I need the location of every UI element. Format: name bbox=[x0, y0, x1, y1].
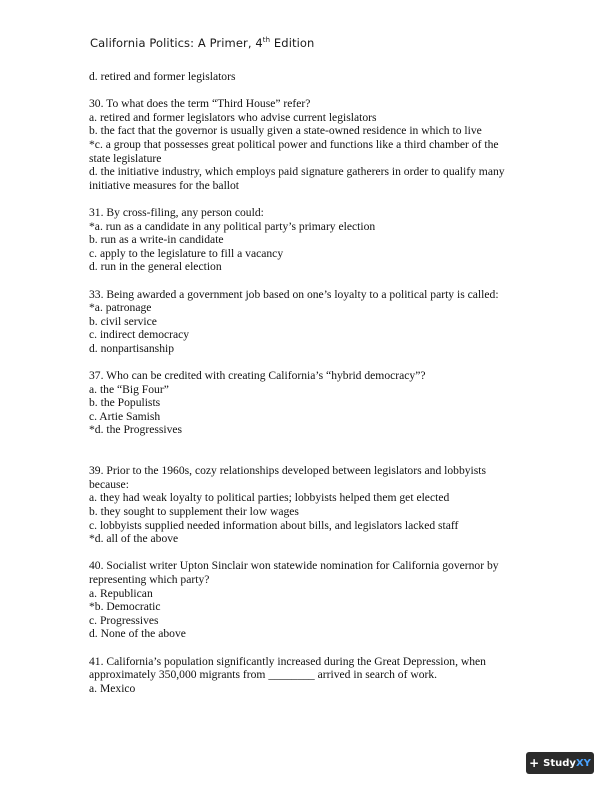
logo-text-accent: XY bbox=[575, 757, 591, 769]
answer-line: a. the “Big Four” bbox=[89, 382, 169, 396]
answer-line: state legislature bbox=[89, 151, 162, 165]
header-title-suffix: Edition bbox=[270, 36, 315, 50]
question-40-cont: representing which party? bbox=[89, 572, 210, 586]
answer-line: a. they had weak loyalty to political parties; lobbyists helped them get elected bbox=[89, 491, 450, 505]
answer-line: a. Mexico bbox=[89, 681, 136, 695]
answer-line: d. run in the general election bbox=[89, 260, 222, 274]
answer-line: *d. all of the above bbox=[89, 532, 179, 546]
question-41-cont: approximately 350,000 migrants from ________ arrived in search of work. bbox=[89, 668, 438, 682]
header-title: California Politics: A Primer, 4 bbox=[90, 36, 263, 50]
answer-line: b. civil service bbox=[89, 314, 157, 328]
answer-line: c. lobbyists supplied needed information about bills, and legislators lacked staff bbox=[89, 518, 459, 532]
answer-line: b. the Populists bbox=[89, 396, 161, 410]
studyxy-logo[interactable] bbox=[526, 752, 594, 774]
answer-line: d. None of the above bbox=[89, 627, 186, 641]
answer-line: initiative measures for the ballot bbox=[89, 178, 240, 192]
question-39: 39. Prior to the 1960s, cozy relationships developed between legislators and lobbyists bbox=[89, 464, 487, 478]
answer-line: b. run as a write-in candidate bbox=[89, 233, 224, 247]
answer-line: c. apply to the legislature to fill a vacancy bbox=[89, 246, 284, 260]
answer-line: c. Progressives bbox=[89, 613, 159, 627]
question-37: 37. Who can be credited with creating California’s “hybrid democracy”? bbox=[89, 369, 426, 383]
answer-line: a. retired and former legislators who advise current legislators bbox=[89, 110, 377, 124]
answer-line: c. Artie Samish bbox=[89, 409, 161, 423]
logo-text: Study bbox=[543, 757, 576, 769]
answer-line: *a. patronage bbox=[89, 301, 152, 315]
question-41: 41. California’s population significantly increased during the Great Depression, when bbox=[89, 654, 486, 668]
answer-line: *b. Democratic bbox=[89, 600, 161, 614]
question-33: 33. Being awarded a government job based on one’s loyalty to a political party is called: bbox=[89, 287, 499, 301]
header-superscript: th bbox=[262, 36, 271, 45]
answer-line: c. indirect democracy bbox=[89, 328, 190, 342]
question-39-cont: because: bbox=[89, 477, 129, 491]
answer-line: *a. run as a candidate in any political party’s primary election bbox=[89, 219, 376, 233]
question-31: 31. By cross-filing, any person could: bbox=[89, 205, 264, 219]
question-30: 30. To what does the term “Third House” refer? bbox=[89, 97, 311, 111]
document-body bbox=[89, 70, 529, 695]
question-40: 40. Socialist writer Upton Sinclair won statewide nomination for California governor by bbox=[89, 559, 499, 573]
answer-line: d. retired and former legislators bbox=[89, 70, 236, 83]
page-header bbox=[90, 36, 314, 50]
answer-line: b. the fact that the governor is usually given a state-owned residence in which to live bbox=[89, 124, 482, 138]
answer-line: d. nonpartisanship bbox=[89, 341, 175, 355]
answer-line: b. they sought to supplement their low wages bbox=[89, 505, 299, 518]
answer-line: d. the initiative industry, which employs paid signature gatherers in order to qualify many bbox=[89, 165, 505, 179]
answer-line: *d. the Progressives bbox=[89, 423, 183, 437]
answer-line: a. Republican bbox=[89, 586, 153, 600]
plus-icon: + bbox=[529, 756, 540, 770]
answer-line: *c. a group that possesses great political power and functions like a third chamber of the bbox=[89, 137, 499, 151]
